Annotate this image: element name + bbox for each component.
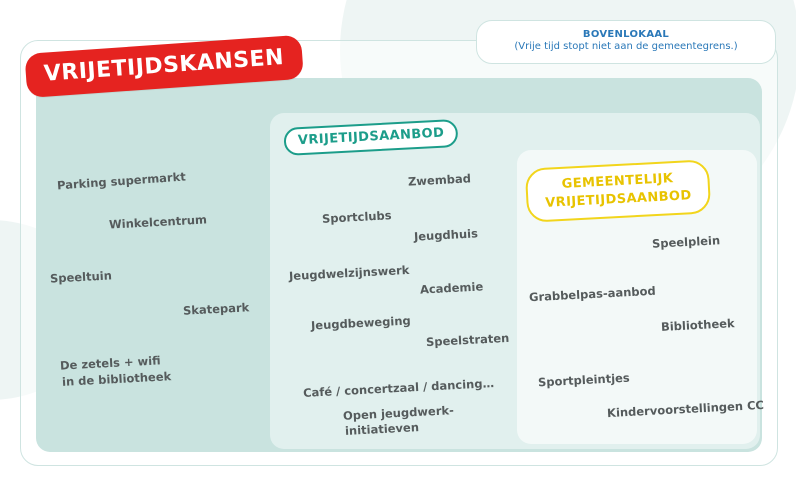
gem-item-speelplein: Speelplein: [651, 233, 721, 251]
aanbod-item-jeugdbeweging: Jeugdbeweging: [310, 313, 412, 333]
bovenlokaal-label-box: [476, 20, 776, 64]
aanbod-item-open-jeugdwerk: Open jeugdwerk-: [342, 403, 455, 423]
kansen-item-bibliotheek: in de bibliotheek: [61, 369, 172, 389]
gem-item-grabbelpas: Grabbelpas-aanbod: [528, 283, 657, 305]
gemeentelijk-badge-line2: VRIJETIJDSAANBOD: [544, 188, 692, 211]
gem-item-bibliotheek: Bibliotheek: [660, 316, 735, 334]
kansen-item-speeltuin: Speeltuin: [49, 268, 113, 286]
vrijetijdsaanbod-badge: VRIJETIJDSAANBOD: [283, 119, 459, 156]
bovenlokaal-subtitle: (Vrije tijd stopt niet aan de gemeentegrens.): [514, 41, 738, 52]
aanbod-item-initiatieven: initiatieven: [344, 420, 420, 438]
aanbod-item-cafe: Café / concertzaal / dancing…: [302, 376, 495, 400]
gemeentelijk-badge-line1: GEMEENTELIJK: [561, 171, 674, 192]
aanbod-item-academie: Academie: [419, 279, 484, 297]
kansen-item-parking: Parking supermarkt: [56, 169, 187, 193]
gem-item-sportpleintjes: Sportpleintjes: [537, 370, 631, 390]
bovenlokaal-title: BOVENLOKAAL: [582, 29, 670, 40]
gemeentelijk-badge: [525, 159, 712, 223]
aanbod-item-jeugdhuis: Jeugdhuis: [413, 226, 479, 244]
aanbod-item-zwembad: Zwembad: [407, 171, 472, 189]
kansen-item-winkelcentrum: Winkelcentrum: [108, 212, 208, 232]
aanbod-item-speelstraten: Speelstraten: [425, 330, 510, 350]
kansen-item-skatepark: Skatepark: [182, 300, 250, 318]
aanbod-item-sportclubs: Sportclubs: [321, 208, 392, 226]
kansen-item-zetels: De zetels + wifi: [59, 353, 161, 373]
aanbod-item-jeugdwelzijnswerk: Jeugdwelzijnswerk: [288, 262, 410, 284]
gem-item-kindervoorstellingen: Kindervoorstellingen CC: [606, 397, 765, 421]
vrijetijdskansen-badge: VRIJETIJDSKANSEN: [24, 35, 303, 98]
